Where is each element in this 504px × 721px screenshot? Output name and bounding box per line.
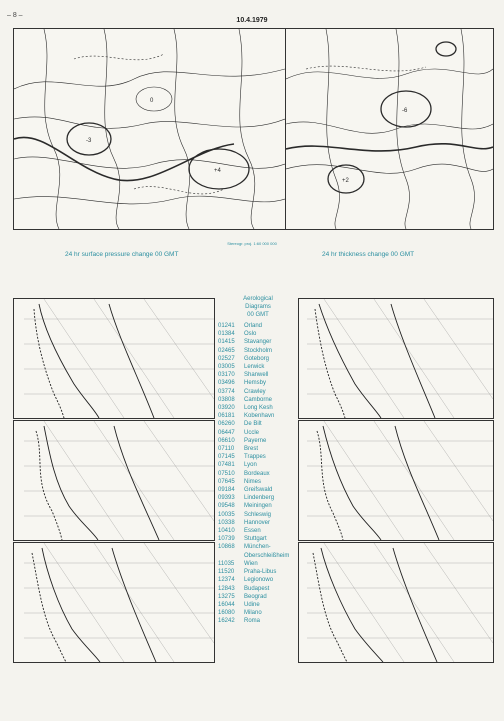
station-name: Uccle: [244, 429, 260, 436]
station-name: Long Kesh: [244, 405, 273, 412]
station-row: [218, 601, 298, 609]
surface-pressure-change-map: [13, 28, 286, 230]
station-code: 07145: [218, 454, 235, 461]
station-row: [218, 445, 298, 453]
station-row: [218, 330, 298, 338]
station-row: [218, 502, 298, 510]
station-row: [218, 552, 298, 560]
station-name: Schleswig: [244, 511, 272, 518]
thickness-map-graphic: [286, 29, 493, 229]
station-row: [218, 420, 298, 428]
station-row: [218, 453, 298, 461]
left-map-caption: 24 hr surface pressure change 00 GMT: [65, 251, 179, 258]
station-row: [218, 363, 298, 371]
station-name: Lerwick: [244, 364, 265, 371]
station-row: [218, 560, 298, 568]
station-row: [218, 470, 298, 478]
legend-title-line: Aerological: [243, 296, 273, 302]
aerological-diagram: [298, 542, 494, 663]
station-name: Udine: [244, 601, 260, 608]
station-row: [218, 437, 298, 445]
station-row: [218, 404, 298, 412]
sounding-graphic: [299, 421, 493, 540]
station-row: [218, 371, 298, 379]
station-row: [218, 511, 298, 519]
station-name: Beograd: [244, 593, 267, 600]
station-code: 01384: [218, 331, 235, 338]
station-name: Hannover: [244, 519, 271, 526]
station-code: 10338: [218, 519, 235, 526]
station-name: Stuttgart: [244, 536, 267, 543]
legend-title-line: Diagrams: [245, 304, 271, 310]
station-code: 13275: [218, 593, 235, 600]
svg-text:+4: +4: [214, 168, 221, 174]
station-row: [218, 609, 298, 617]
station-name: Hemsby: [244, 380, 267, 387]
station-name: Legionowo: [244, 577, 274, 584]
station-name: Oslo: [244, 331, 257, 338]
surface-pressure-map-graphic: [14, 29, 285, 229]
station-code: 16044: [218, 601, 235, 608]
station-name: Stockholm: [244, 347, 273, 354]
station-code: 09184: [218, 487, 235, 494]
station-code: 16080: [218, 610, 235, 617]
station-row: [218, 535, 298, 543]
station-code: 10868: [218, 544, 235, 551]
legend-title: [218, 295, 298, 319]
station-code: 07110: [218, 446, 235, 453]
svg-text:0: 0: [150, 98, 154, 104]
sounding-graphic: [299, 543, 493, 662]
station-legend: [218, 295, 298, 626]
station-name: Essen: [244, 528, 261, 535]
station-name: Kobenhavn: [244, 413, 275, 420]
station-code: 01415: [218, 339, 235, 346]
svg-text:-6: -6: [402, 108, 408, 114]
station-code: 10410: [218, 528, 235, 535]
station-code: 01241: [218, 323, 235, 329]
station-code: 03774: [218, 388, 235, 395]
station-row: [218, 576, 298, 584]
station-name: Greifswald: [244, 487, 273, 494]
station-row: [218, 478, 298, 486]
page-number: – 8 –: [7, 12, 23, 19]
station-name: Camborne: [244, 396, 273, 403]
aerological-diagram: [298, 420, 494, 541]
station-name: Nimes: [244, 478, 262, 485]
station-name: Crawley: [244, 388, 266, 395]
station-name: Wien: [244, 560, 258, 567]
thickness-change-map: [285, 28, 494, 230]
sounding-graphic: [14, 421, 214, 540]
sounding-graphic: [299, 299, 493, 418]
legend-title-line: 00 GMT: [247, 312, 269, 318]
station-row: [218, 379, 298, 387]
station-row: [218, 486, 298, 494]
station-code: 10739: [218, 536, 235, 543]
station-code: 02465: [218, 347, 235, 354]
map-scale: Stereogr. proj. 1:60 000 000: [227, 241, 277, 246]
station-name: Lindenberg: [244, 495, 275, 502]
sounding-graphic: [14, 299, 214, 418]
station-code: 07510: [218, 470, 235, 477]
aerological-diagram: [13, 298, 215, 419]
station-code: 03005: [218, 364, 235, 371]
station-name: Bordeaux: [244, 470, 270, 477]
station-code: 09393: [218, 495, 235, 502]
station-row: [218, 585, 298, 593]
station-code: 06181: [218, 413, 235, 420]
station-code: 12374: [218, 577, 235, 584]
station-row: [218, 543, 298, 551]
station-name: De Bilt: [244, 421, 262, 428]
station-code: 03170: [218, 372, 235, 379]
station-row: [218, 568, 298, 576]
station-code: 02527: [218, 355, 235, 362]
station-name: München-: [244, 544, 271, 551]
station-row: [218, 429, 298, 437]
station-list: [218, 322, 298, 626]
station-row: [218, 617, 298, 625]
station-name: Orland: [244, 323, 263, 329]
station-code: 07481: [218, 462, 235, 469]
station-code: 10035: [218, 511, 235, 518]
station-code: 03496: [218, 380, 235, 387]
station-code: 11035: [218, 560, 235, 567]
station-name: Roma: [244, 618, 261, 625]
station-code: 06610: [218, 437, 235, 444]
station-code: 03808: [218, 396, 235, 403]
svg-text:+2: +2: [342, 178, 349, 184]
station-name: Goteborg: [244, 355, 270, 362]
station-row: [218, 396, 298, 404]
station-row: [218, 338, 298, 346]
station-code: 06447: [218, 429, 235, 436]
station-code: 03920: [218, 405, 235, 412]
aerological-diagram: [13, 420, 215, 541]
page-date: 10.4.1979: [236, 17, 268, 24]
station-code: 16242: [218, 618, 235, 625]
station-row: [218, 388, 298, 396]
station-name: Milano: [244, 610, 262, 617]
svg-text:-3: -3: [86, 138, 92, 144]
station-name: Shanwell: [244, 372, 269, 379]
station-name: Brest: [244, 446, 259, 453]
station-code: [218, 552, 244, 560]
station-name: Stavanger: [244, 339, 272, 346]
station-name: Oberschleißheim: [244, 552, 290, 559]
station-name: Meiningen: [244, 503, 272, 510]
station-name: Trappes: [244, 454, 266, 461]
station-row: [218, 519, 298, 527]
station-row: [218, 355, 298, 363]
station-name: Payerne: [244, 437, 267, 444]
station-row: [218, 322, 298, 330]
station-code: 09548: [218, 503, 235, 510]
aerological-diagram: [13, 542, 215, 663]
station-name: Lyon: [244, 462, 257, 469]
station-code: 07645: [218, 478, 235, 485]
station-row: [218, 527, 298, 535]
right-map-caption: 24 hr thickness change 00 GMT: [322, 251, 415, 258]
station-row: [218, 494, 298, 502]
station-row: [218, 412, 298, 420]
station-row: [218, 593, 298, 601]
station-row: [218, 347, 298, 355]
station-code: 06260: [218, 421, 235, 428]
station-row: [218, 461, 298, 469]
station-code: 12843: [218, 585, 235, 592]
station-code: 11520: [218, 569, 235, 576]
sounding-graphic: [14, 543, 214, 662]
aerological-diagram: [298, 298, 494, 419]
station-name: Budapest: [244, 585, 270, 592]
station-name: Praha-Libus: [244, 569, 277, 576]
